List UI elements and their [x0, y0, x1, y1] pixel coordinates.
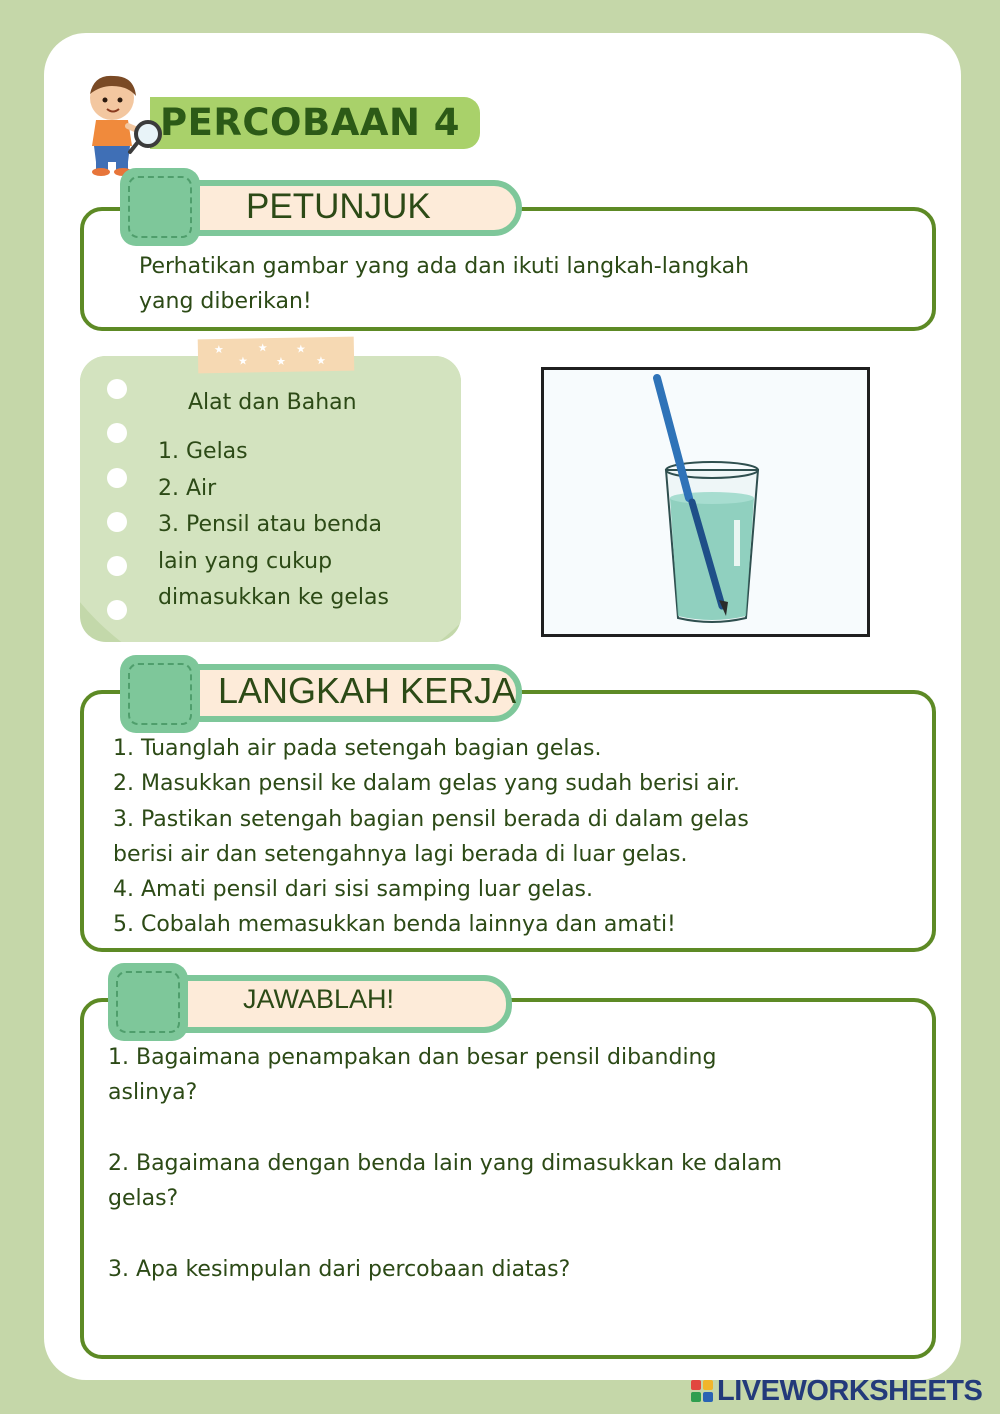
materials-list: [158, 434, 389, 617]
page-title: PERCOBAAN 4: [160, 101, 461, 144]
logo-grid-icon: [691, 1380, 713, 1402]
watermark-text: LIVEWORKSHEETS: [717, 1374, 983, 1407]
step-line: berisi air dan setengahnya lagi berada di luar gelas.: [113, 841, 688, 867]
notebook-hole: [107, 512, 127, 532]
notebook-hole: [107, 556, 127, 576]
question-2: 2. Bagaimana dengan benda lain yang dimasukkan ke dalam gelas?: [108, 1151, 783, 1211]
step-line: 2. Masukkan pensil ke dalam gelas yang sudah berisi air.: [113, 771, 741, 797]
materials-heading: Alat dan Bahan: [188, 390, 357, 415]
washi-tape: ★ ★ ★ ★ ★ ★: [198, 337, 355, 374]
materials-item: lain yang cukup: [158, 548, 333, 574]
step-line: 1. Tuanglah air pada setengah bagian gelas.: [113, 736, 602, 761]
instructions-text: [139, 249, 749, 319]
steps-stamp: [120, 655, 200, 733]
steps-label: LANGKAH KERJA: [218, 670, 517, 711]
step-line: 4. Amati pensil dari sisi samping luar gelas.: [113, 877, 594, 903]
steps-list: [113, 731, 749, 943]
step-line: 3. Pastikan setengah bagian pensil berada di dalam gelas: [113, 806, 749, 832]
notebook-hole: [107, 468, 127, 488]
step-line: 5. Cobalah memasukkan benda lainnya dan amati!: [113, 912, 676, 938]
question-3: 3. Apa kesimpulan dari percobaan diatas?: [108, 1257, 571, 1282]
instructions-label: PETUNJUK: [246, 187, 431, 226]
notebook-hole: [107, 423, 127, 443]
questions-stamp: [108, 963, 188, 1041]
questions-label: JAWABLAH!: [243, 984, 395, 1014]
instructions-line: Perhatikan gambar yang ada dan ikuti langkah-langkah: [139, 254, 750, 279]
materials-item: 1. Gelas: [158, 439, 248, 464]
instructions-stamp: [120, 168, 200, 246]
pencil-in-glass-illustration: [544, 370, 867, 634]
notebook-hole: [107, 379, 127, 399]
materials-item: 3. Pensil atau benda: [158, 512, 383, 537]
liveworksheets-logo[interactable]: [691, 1374, 982, 1408]
materials-item: 2. Air: [158, 475, 217, 501]
notebook-hole: [107, 600, 127, 620]
experiment-image-frame: [541, 367, 870, 637]
boy-with-magnifier-illustration: [72, 70, 164, 176]
question-1: 1. Bagaimana penampakan dan besar pensil dibanding aslinya?: [108, 1045, 717, 1105]
instructions-line: yang diberikan!: [139, 289, 312, 314]
materials-item: dimasukkan ke gelas: [158, 585, 389, 610]
